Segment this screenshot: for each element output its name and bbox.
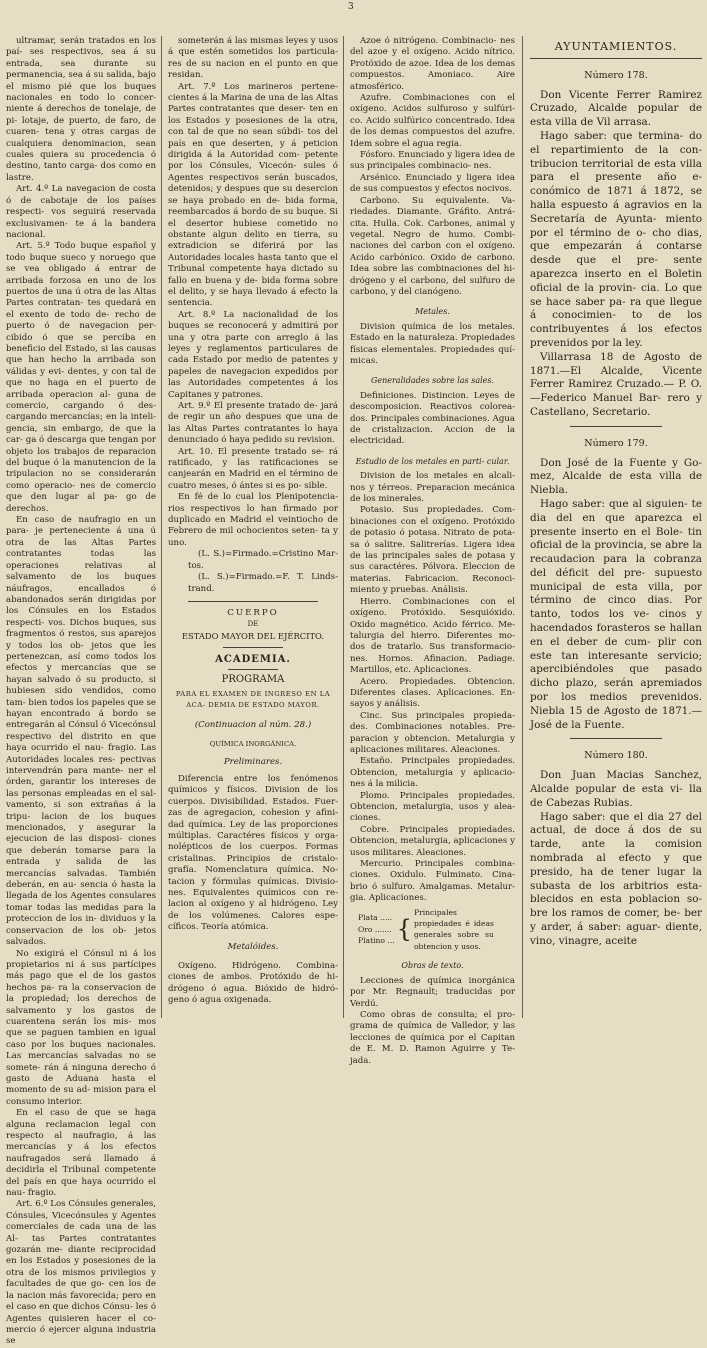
paragraph: Art. 10. El presente tratado se- rá ratificado, y las ratificaciones se canjearán en Madrid en el término de cuatro meses, ó ántes si es po- sible. <box>168 446 338 491</box>
column-2 <box>168 36 338 1018</box>
section-divider <box>188 601 318 602</box>
academia-heading: ACADEMIA. <box>215 654 291 666</box>
paragraph: Art. 9.º El presente tratado de- jará de regir un año despues que una de las Altas Partes contratantes lo haya denunciado ó haya pedido su revision. <box>168 401 338 446</box>
paragraph: No exigirá el Cónsul ni á los propietarios ni á sus partícipes más pago que el de los gastos hechos pa- ra la conservacion de la propiedad; los derechos de salvamento y los gastos de cuarentena serán los mis- mos que se paguen tambien en igual caso por los buques nacionales. Las mercancías salvadas no se somete- rán á ninguna derecho ó gasto de Aduana hasta el momento de su ad- mision para el consumo interior. <box>6 948 156 1107</box>
paragraph: Azoe ó nitrógeno. Combinacio- nes del azoe y el oxígeno. Acido nítrico. Protóxido de azoe. Idea de los demas compuestos. Amoniaco. Aire atmosférico. <box>350 36 515 92</box>
column-1 <box>6 36 157 1347</box>
paragraph: Division de los metales en alcali- nos y térreos. Preparacion mecánica de los minerales. <box>350 471 515 505</box>
paragraph: En caso de naufragio en un para- je perteneciente á una ú otra de las Altas Partes contratantes todas las operaciones relativas al salvamento de los buques náufragos, encallados ó abandonados serán dirigidas por los Cónsules en los Estados respecti- vos. Dichos buques, sus fragmentos ó restos, sus aparejos y todos los ob- jetos que les pertenezcan, así como todos los efectos y mercancías que se hayan salvado ó su producto, si hubiesen sido vendidos, como tam- bien todos los papeles que se hayan encontrado á bordo se entregarán al Cónsul ó Vicecónsul respectivo del distrito en que haya ocurrido el nau- fragio. Las Autoridades locales res- pectivas intervendrán para mante- ner el órden, garantir los intereses de las personas empleadas en el sal- vamento, si son extrañas á la tripu- lacion de los buques mencionados, y asegurar la ejecucion de las disposi- ciones que deberán tomarse para la entrada y salida de las mercancías salvadas. También deberán, en au- sencia ó hasta la llegada de los Agentes consulares tomar todas las medidas para la proteccion de los in- dividuos y la conservacion de los ob- jetos salvados. <box>6 515 157 948</box>
paragraph: Hierro. Combinaciones con el oxígeno. Protóxido. Sesquióxido. Oxido magnético. Acido férrico. Me- talurgia del hierro. Diferentes mo- dos de tratarlo. Sus transformacio- nes. Hornos. Afinacion. Padiage. Martillos, etc. Aplicaciones. <box>350 596 515 676</box>
section-heading: CUERPO <box>227 607 279 618</box>
page-number: 3 <box>348 2 354 12</box>
brace-icon: { <box>396 915 412 944</box>
paragraph: Art. 7.º Los marineros pertene- cientes á la Marina de una de las Altas Partes contratantes que deser- ten en los Estados y posesiones de la otra, con tal de que no sean súbdi- tos del país en que deserten, y á peticion dirigida á la Autoridad com- petente por los Cónsules, Vicecón- sules ó Agentes respectivos serán buscados, detenidos; y despues que su desercion se haya probado en de- bida forma, reembarcados á bordo de su buque. Si el desertor hubiese cometido no obstante algun delito en tierra, su extradicion se diferirá por las Autoridades locales hasta tanto que el Tribunal competente haya dictado su fallo en buena y de- bida forma sobre el delito, y se haya llevado á efecto la sentencia. <box>168 81 338 309</box>
paragraph: Como obras de consulta; el pro- grama de química de Valledor, y las lecciones de química por el Capitan de E. M. D. Ramon Aguirre y Te- jada. <box>350 1009 515 1066</box>
paragraph: Art. 5.º Todo buque español y todo buque sueco y noruego que se vea obligado á entrar de arribada forzosa en uno de los puertos de una ú otra de las Altas Partes contratan- tes quedará en el exento de todo de- recho de puerto ó de navegacion per- cibido ó que se perciba en beneficio del Estado, si las causas que han hecho la arribada son válidas y evi- dentes, y con tal de que no haga en el puerto de arribada operacion al- guna de comercio, cargando ó des- cargando mercancías; en la inteli- gencia, sin embargo, de que la car- ga ó descarga que tengan por objeto los trabajos de reparacion del buque ó la manutencion de la tripulacion no se considerarán como operacio- nes de comercio que den lugar al pa- go de derechos. <box>6 241 156 514</box>
subsection-heading: Generalidades sobre las sales. <box>370 376 495 386</box>
paragraph: Potasio. Sus propiedades. Com- binaciones con el oxígeno. Protóxido de potasio ó potasa. Nitrato de pota- sa ó salitre. Salitrerías. Ligera idea de las principales sales de potasa y sus caractéres. Pólvora. Eleccion de materias. Fabricacion. Reconoci- miento y pruebas. Análisis. <box>350 505 515 596</box>
metals-brace-group <box>350 907 515 953</box>
subsection-heading: Metales. <box>415 307 450 317</box>
section-divider <box>570 426 662 427</box>
ayuntamientos-header: AYUNTAMIENTOS. <box>530 40 702 59</box>
paragraph: Division química de los metales. Estado en la naturaleza. Propiedades físicas elementales. Propiedades quí- micas. <box>350 321 515 366</box>
column-3 <box>350 36 515 1066</box>
paragraph: En el caso de que se haga alguna reclamacion legal con respecto al naufragio, á las mercancías y á los efectos naufragados será llamado á decidirla el Tribunal competente del país en que haya ocurrido el nau- fragio. <box>6 1108 156 1199</box>
paragraph: ultramar, serán tratados en los paí- ses respectivos, sea á su entrada, sea durante su permanencia, sea á su salida, bajo el mismo pié que los buques nacionales en todo lo concer- niente á derechos de tonelaje, de pi- lotaje, de puerto, de faro, de cuaren- tena y otras cargas de cualquiera denominacion, sean cuales quiera su procedencia ó destino, tanto carga- dos como en lastre. <box>6 36 156 183</box>
paragraph: Art. 4.º La navegacion de costa ó de cabotaje de los países respecti- vos seguirá reservada exclusivamen- te á la bandera nacional. <box>6 184 156 240</box>
paragraph: Hago saber: que el dia 27 del actual, de doce á dos de su tarde, ante la comision nombrada al efecto y que presido, ha de tener lugar la subasta de los arbitrios esta- blecidos en esta poblacion so- bre los ramos de comer, be- ber y arder, á saber: aguar- diente, vino, vinagre, aceite <box>530 810 702 947</box>
column-rule <box>343 36 344 1018</box>
notice-number: Número 179. <box>584 437 648 449</box>
subsection-heading: Preliminares. <box>223 756 283 767</box>
paragraph: Azufre. Combinaciones con el oxígeno. Acidos sulfuroso y sulfúri- co. Acido sulfúrico concentrado. Idea de los demas compuestos del azufre. Idem sobre el agua regia. <box>350 93 515 149</box>
signature-line: (L. S.)=Firmado.=F. T. Linds- trand. <box>188 572 338 594</box>
paragraph: someterán á las mismas leyes y usos á que estén sometidos los particula- res de su nacion en el punto en que residan. <box>168 36 338 81</box>
paragraph: Don José de la Fuente y Go- mez, Alcalde de esta villa de Niebla. <box>530 456 702 497</box>
paragraph: Mercurio. Principales combina- ciones. Oxidulo. Fulminato. Cina- brio ó sulfuro. Amalgamas. Metalur- gia. Aplicaciones. <box>350 859 515 904</box>
notice-number: Número 180. <box>584 750 648 762</box>
brace-item: Oro ....... <box>358 924 392 934</box>
paragraph: Hago saber: que al siguien- te dia del en que aparezca el presente inserto en el Bole- tin oficial de la provincia, se abre la recaudacion para la cobranza del déficit del pre- supuesto municipal de esta villa, por término de cinco dias. Por tanto, todos los ve- cinos y hacendados forasteros se hallan en el deber de cum- plir con este tan interesante servicio; apercibiéndoles que pasado dicho plazo, serán apremiados por los medios prevenidos. Niebla 15 de Agosto de 1871.—José de la Fuente. <box>530 497 702 731</box>
brace-text: Principales propiedades é ideas generales sobre su obtencion y usos. <box>413 907 494 951</box>
paragraph: Diferencia entre los fenómenos químicos y físicos. Division de los cuerpos. Divisibilidad. Estados. Fuer- zas de agregacion, cohesion y afini- dad química. Ley de las proporciones múltiplas. Caractéres físicos y orga- nolépticos de los cuerpos. Formas cristalinas. Principios de cristalo- grafía. Nomenclatura química. No- tacion y fórmulas químicas. Divisio- nes. Equivalentes químicos con re- lacion al oxígeno y al hidrógeno. Ley de los volúmenes. Calores espe- cíficos. Teoría atómica. <box>168 773 338 933</box>
section-divider <box>223 647 283 648</box>
paragraph: Cobre. Principales propiedades. Obtencion, metalurgia, aplicaciones y usos militares. Aleaciones. <box>350 824 515 858</box>
notice-number: Número 178. <box>584 69 648 81</box>
paragraph: Lecciones de química inorgánica por Mr. Regnault; traducidas por Verdú. <box>350 975 515 1009</box>
paragraph: Art. 8.º La nacionalidad de los buques se reconocerá y admitirá por una y otra parte con arreglo á las leyes y reglamentos particulares de cada Estado por medio de patentes y papeles de navegacion expedidos por las Autoridades competentes á los Capitanes y patrones. <box>168 309 338 400</box>
subsection-heading: Obras de texto. <box>401 961 464 971</box>
paragraph: Hago saber: que termina- do el repartimiento de la con- tribucion territorial de esta villa para el presente año e- conómico de 1871 á 1872, se halla espuesto á agravios en la Secretaría de Ayunta- miento por el término de o- cho dias, que empezarán á contarse desde que el pre- sente aparezca inserto en el Boletin oficial de la provin- cia. Lo que se hace saber pa- ra que llegue á conocimien- to de los contribuyentes á los efectos prevenidos por la ley. <box>530 129 702 349</box>
paragraph: Carbono. Su equivalente. Va- riedades. Diamante. Gráfito. Antrá- cita. Hulla. Cok. Carbones, animal y vegetal. Negro de humo. Combi- naciones del carbon con el oxígeno. Acido carbónico. Oxido de carbono. Idea sobre las combinaciones del hi- drógeno y el carbono, del sulfuro de carbono, y del cianógeno. <box>350 195 515 297</box>
signature-line: (L. S.)=Firmado.=Cristino Mar- tos. <box>188 549 338 571</box>
brace-item: Plata ..... <box>358 913 393 923</box>
column-rule <box>161 36 162 1018</box>
continuation-note: (Continuacion al núm. 28.) <box>194 719 312 730</box>
column-4 <box>530 36 702 1018</box>
paragraph: Don Vicente Ferrer Ramirez Cruzado, Alcalde popular de esta villa de Vil arrasa. <box>530 88 702 129</box>
section-heading: DE <box>247 620 259 629</box>
programa-subheading: PARA EL EXAMEN DE INGRESO EN LA ACA- DEMIA DE ESTADO MAYOR. <box>175 689 331 710</box>
subsection-heading: Metalóides. <box>227 941 279 952</box>
paragraph: Fósforo. Enunciado y ligera idea de sus principales combinacio- nes. <box>350 150 515 172</box>
paragraph: Arsénico. Enunciado y ligera idea de sus compuestos y efectos nocivos. <box>350 172 515 195</box>
section-divider <box>228 669 278 670</box>
paragraph: En fé de lo cual los Plenipotencia- rios respectivos lo han firmado por duplicado en Madrid el veintiocho de Febrero de mil ochocientos seten- ta y uno. <box>168 492 338 548</box>
subsection-heading: Estudio de los metales en parti- cular. <box>355 456 510 466</box>
section-heading: ESTADO MAYOR DEL EJÉRCITO. <box>181 630 325 641</box>
paragraph: Oxígeno. Hidrógeno. Combina- ciones de ambos. Protóxido de hi- drógeno ó agua. Bióxido de hidró- geno ó agua oxigenada. <box>168 961 338 1006</box>
brace-item: Platino ... <box>358 936 395 946</box>
paragraph: Acero. Propiedades. Obtencion. Diferentes clases. Aplicaciones. En- sayos y análisis. <box>350 676 515 710</box>
paragraph: Definiciones. Distincion. Leyes de descomposicion. Reactivos colorea- dos. Principales combinaciones. Agua de cristalizacion. Accion de la electricidad. <box>350 390 515 447</box>
paragraph: Plomo. Principales propiedades. Obtencion, metalurgia, usos y alea- ciones. <box>350 790 515 824</box>
subject-heading: QUÍMICA INORGÁNICA. <box>209 740 297 749</box>
programa-heading: PROGRAMA <box>221 673 285 685</box>
paragraph: Don Juan Macias Sanchez, Alcalde popular de esta vi- lla de Cabezas Rubias. <box>530 769 702 809</box>
paragraph: Cinc. Sus principales propieda- des. Combinaciones notables. Pre- paracion y obtencion. Metalurgia y aplicaciones militares. Aleaciones. <box>350 710 515 755</box>
column-rule <box>522 36 523 1018</box>
paragraph: Villarrasa 18 de Agosto de 1871.—El Alcalde, Vicente Ferrer Ramirez Cruzado.— P. O.—Federico Manuel Bar- rero y Castellano, Secretario. <box>530 350 702 418</box>
section-divider <box>570 738 662 739</box>
paragraph: Art. 6.º Los Cónsules generales, Cónsules, Vicecónsules y Agentes comerciales de cada una de las Al- tas Partes contratantes gozarán me- diante reciprocidad en los Estados y posesiones de la otra de los mismos privilegios y facultades de que go- cen los de la nacion más favorecida; pero en el caso en que dichos Cónsu- les ó Agentes quisieren hacer el co- mercio ó ejercer alguna industria se <box>6 1199 156 1347</box>
paragraph: Estaño. Principales propiedades. Obtencion, metalurgia y aplicacio- nes á la milicia. <box>350 756 515 790</box>
